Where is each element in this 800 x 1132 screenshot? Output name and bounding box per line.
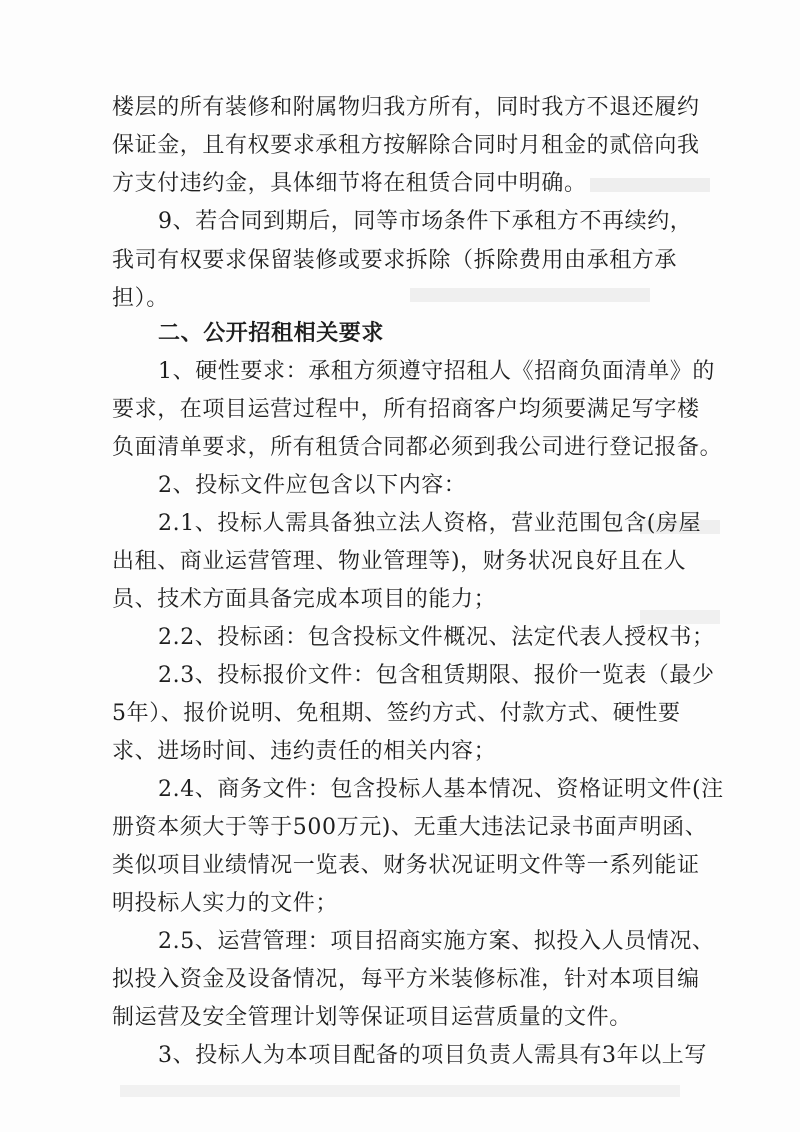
- paragraph-line: 我司有权要求保留装修或要求拆除（拆除费用由承租方承: [112, 248, 678, 273]
- paragraph-line: 5年）、报价说明、免租期、签约方式、付款方式、硬性要: [112, 701, 681, 726]
- paragraph-line: 3、投标人为本项目配备的项目负责人需具有3年以上写: [158, 1043, 707, 1068]
- paragraph-line: 1、硬性要求：承租方须遵守招租人《招商负面清单》的: [158, 359, 715, 384]
- paragraph-line: 楼层的所有装修和附属物归我方所有，同时我方不退还履约: [112, 95, 700, 120]
- bleed-through-shadow: [120, 1085, 680, 1097]
- paragraph-line: 2、投标文件应包含以下内容：: [158, 473, 467, 498]
- paragraph-line: 2.1、投标人需具备独立法人资格，营业范围包含(房屋: [158, 511, 702, 536]
- paragraph-line: 要求，在项目运营过程中，所有招商客户均须要满足写字楼: [112, 397, 700, 422]
- paragraph-line: 担）。: [112, 286, 169, 311]
- paragraph-line: 册资本须大于等于500万元)、无重大违法记录书面声明函、: [112, 815, 708, 840]
- paragraph-line: 明投标人实力的文件；: [112, 891, 339, 916]
- paragraph-line: 负面清单要求，所有租赁合同都必须到我公司进行登记报备。: [112, 435, 723, 460]
- paragraph-line: 类似项目业绩情况一览表、财务状况证明文件等一系列能证: [112, 853, 700, 878]
- paragraph-line: 出租、商业运营管理、物业管理等)，财务状况良好且在人: [112, 549, 687, 574]
- paragraph-line: 9、若合同到期后，同等市场条件下承租方不再续约，: [158, 209, 693, 234]
- bleed-through-shadow: [410, 288, 650, 302]
- paragraph-line: 员、技术方面具备完成本项目的能力；: [112, 587, 497, 612]
- paragraph-line: 2.3、投标报价文件：包含租赁期限、报价一览表（最少: [158, 663, 715, 688]
- paragraph-line: 2.5、运营管理：项目招商实施方案、拟投入人员情况、: [158, 929, 715, 954]
- paragraph-line: 制运营及安全管理计划等保证项目运营质量的文件。: [112, 1005, 632, 1030]
- paragraph-line: 2.4、商务文件：包含投标人基本情况、资格证明文件(注: [158, 777, 724, 802]
- paragraph-line: 保证金，且有权要求承租方按解除合同时月租金的贰倍向我: [112, 133, 700, 158]
- paragraph-line: 求、进场时间、违约责任的相关内容；: [112, 739, 497, 764]
- section-heading: 二、公开招租相关要求: [158, 321, 385, 346]
- paragraph-line: 2.2、投标函：包含投标文件概况、法定代表人授权书；: [158, 625, 715, 650]
- paragraph-line: 拟投入资金及设备情况，每平方米装修标准，针对本项目编: [112, 967, 700, 992]
- bleed-through-shadow: [590, 178, 710, 192]
- paragraph-line: 方支付违约金，具体细节将在租赁合同中明确。: [112, 171, 587, 196]
